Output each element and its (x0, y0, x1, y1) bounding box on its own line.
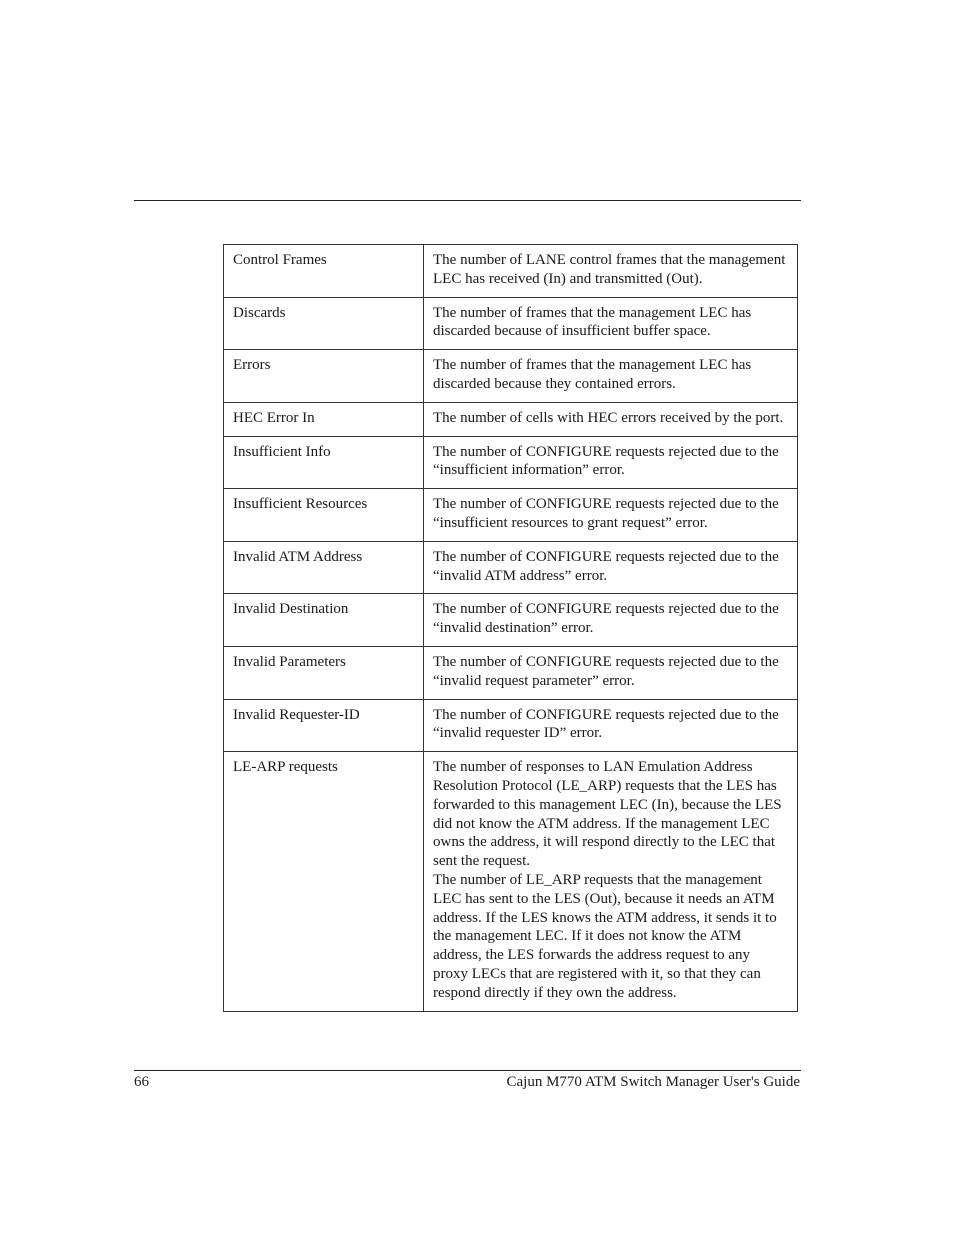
description-text: The number of frames that the management LEC has discarded because of insufficient buffer space. (433, 304, 752, 340)
table-row (224, 245, 798, 298)
term-cell: Insufficient Info (224, 436, 424, 489)
description-cell (424, 594, 798, 647)
table-row (224, 752, 798, 1011)
description-text: The number of LE_ARP requests that the management LEC has sent to the LES (Out), because it needs an ATM address. If the LES knows the ATM address, it sends it to the management LEC. If it does not know the ATM address, the LES forwards the address request to any proxy LECs that are registered with it, so that they can respond directly if they own the address. (433, 871, 777, 1001)
description-cell (424, 245, 798, 298)
description-cell (424, 436, 798, 489)
description-cell (424, 752, 798, 1011)
description-text: The number of responses to LAN Emulation Address Resolution Protocol (LE_ARP) requests that the LES has forwarded to this management LEC (In), because the LES did not know the ATM address. If the management LEC owns the address, it will respond directly to the LEC that sent the request. (433, 759, 782, 870)
table-row (224, 402, 798, 436)
description-text: The number of CONFIGURE requests rejected due to the “invalid requester ID” error. (433, 706, 779, 742)
term-cell: Invalid ATM Address (224, 541, 424, 594)
table-row (224, 297, 798, 350)
document-title: Cajun M770 ATM Switch Manager User's Guide (506, 1074, 800, 1090)
definitions-table (223, 244, 798, 1012)
description-text: The number of cells with HEC errors received by the port. (433, 409, 784, 426)
description-text: The number of CONFIGURE requests rejected due to the “invalid ATM address” error. (433, 548, 779, 584)
description-text: The number of CONFIGURE requests rejected due to the “invalid request parameter” error. (433, 653, 779, 689)
table-row (224, 489, 798, 542)
table-row (224, 699, 798, 752)
description-text: The number of CONFIGURE requests rejected due to the “insufficient resources to grant request” error. (433, 496, 779, 531)
description-cell (424, 699, 798, 752)
page-number: 66 (134, 1074, 149, 1090)
table-row (224, 594, 798, 647)
term-cell: Invalid Destination (224, 594, 424, 647)
table-row (224, 350, 798, 403)
footer-rule (134, 1070, 801, 1071)
term-cell: HEC Error In (224, 402, 424, 436)
header-rule (134, 200, 801, 201)
description-cell (424, 297, 798, 350)
term-cell: Errors (224, 350, 424, 403)
description-cell (424, 402, 798, 436)
term-cell: Control Frames (224, 245, 424, 298)
description-text: The number of LANE control frames that the management LEC has received (In) and transmitted (Out). (433, 252, 786, 287)
term-cell: Insufficient Resources (224, 489, 424, 542)
term-cell: Invalid Parameters (224, 646, 424, 699)
description-text: The number of CONFIGURE requests rejected due to the “invalid destination” error. (433, 601, 779, 637)
description-text: The number of CONFIGURE requests rejected due to the “insufficient information” error. (433, 443, 779, 479)
table-row (224, 646, 798, 699)
description-text: The number of frames that the management LEC has discarded because they contained errors. (433, 357, 752, 392)
table-row (224, 436, 798, 489)
table-row (224, 541, 798, 594)
description-cell (424, 489, 798, 542)
term-cell: Discards (224, 297, 424, 350)
description-cell (424, 646, 798, 699)
term-cell: Invalid Requester-ID (224, 699, 424, 752)
term-cell: LE-ARP requests (224, 752, 424, 1011)
description-cell (424, 541, 798, 594)
description-cell (424, 350, 798, 403)
